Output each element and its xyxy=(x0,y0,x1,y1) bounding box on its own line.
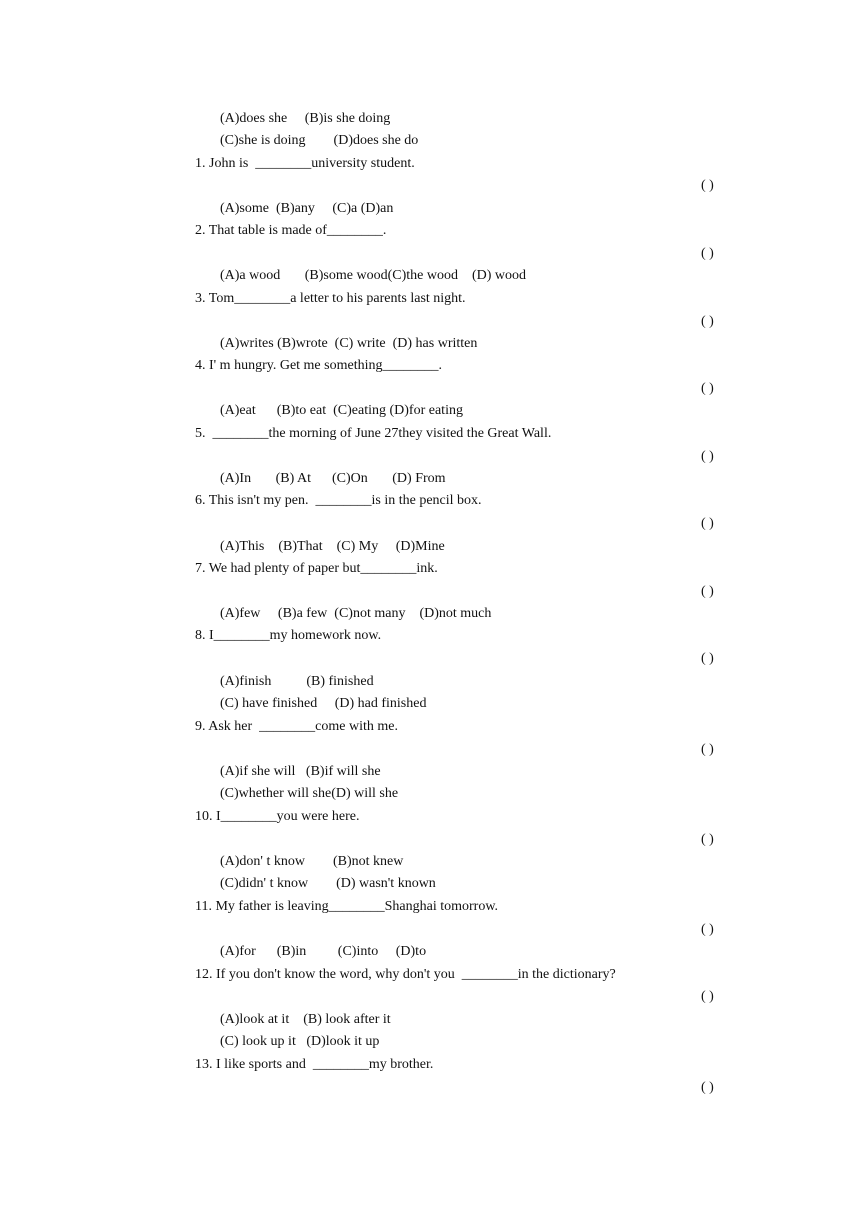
answer-paren-9: ( ) xyxy=(701,742,714,757)
options-7: (A)few (B)a few (C)not many (D)not much xyxy=(220,606,492,621)
options-8b: (C) have finished (D) had finished xyxy=(220,696,427,711)
answer-paren-12: ( ) xyxy=(701,989,714,1004)
answer-paren-6: ( ) xyxy=(701,516,714,531)
answer-paren-4: ( ) xyxy=(701,381,714,396)
question-13: 13. I like sports and ________my brother. xyxy=(195,1057,434,1072)
answer-paren-1: ( ) xyxy=(701,178,714,193)
options-line: (A)does she (B)is she doing xyxy=(220,111,391,126)
question-2: 2. That table is made of________. xyxy=(195,223,387,238)
question-3: 3. Tom________a letter to his parents last night. xyxy=(195,291,466,306)
question-10: 10. I________you were here. xyxy=(195,809,360,824)
options-9a: (A)if she will (B)if will she xyxy=(220,764,381,779)
options-6: (A)This (B)That (C) My (D)Mine xyxy=(220,539,445,554)
question-1: 1. John is ________university student. xyxy=(195,156,415,171)
answer-paren-5: ( ) xyxy=(701,449,714,464)
question-7: 7. We had plenty of paper but________ink. xyxy=(195,561,438,576)
options-10b: (C)didn' t know (D) wasn't known xyxy=(220,876,436,891)
question-4: 4. I' m hungry. Get me something________. xyxy=(195,358,442,373)
options-line: (C)she is doing (D)does she do xyxy=(220,133,419,148)
answer-paren-10: ( ) xyxy=(701,832,714,847)
options-12b: (C) look up it (D)look it up xyxy=(220,1034,380,1049)
question-12: 12. If you don't know the word, why don't you ________in the dictionary? xyxy=(195,967,616,982)
question-5: 5. ________the morning of June 27they visited the Great Wall. xyxy=(195,426,552,441)
options-1: (A)some (B)any (C)a (D)an xyxy=(220,201,394,216)
options-5: (A)In (B) At (C)On (D) From xyxy=(220,471,446,486)
answer-paren-11: ( ) xyxy=(701,922,714,937)
options-9b: (C)whether will she(D) will she xyxy=(220,786,399,801)
answer-paren-7: ( ) xyxy=(701,584,714,599)
answer-paren-3: ( ) xyxy=(701,314,714,329)
options-2: (A)a wood (B)some wood(C)the wood (D) wood xyxy=(220,268,527,283)
answer-paren-8: ( ) xyxy=(701,651,714,666)
options-3: (A)writes (B)wrote (C) write (D) has written xyxy=(220,336,478,351)
options-11: (A)for (B)in (C)into (D)to xyxy=(220,944,427,959)
question-11: 11. My father is leaving________Shanghai tomorrow. xyxy=(195,899,499,914)
answer-paren-13: ( ) xyxy=(701,1080,714,1095)
options-4: (A)eat (B)to eat (C)eating (D)for eating xyxy=(220,403,463,418)
options-8a: (A)finish (B) finished xyxy=(220,674,374,689)
options-12a: (A)look at it (B) look after it xyxy=(220,1012,391,1027)
options-10a: (A)don' t know (B)not knew xyxy=(220,854,404,869)
question-9: 9. Ask her ________come with me. xyxy=(195,719,398,734)
question-6: 6. This isn't my pen. ________is in the pencil box. xyxy=(195,493,482,508)
answer-paren-2: ( ) xyxy=(701,246,714,261)
question-8: 8. I________my homework now. xyxy=(195,628,382,643)
